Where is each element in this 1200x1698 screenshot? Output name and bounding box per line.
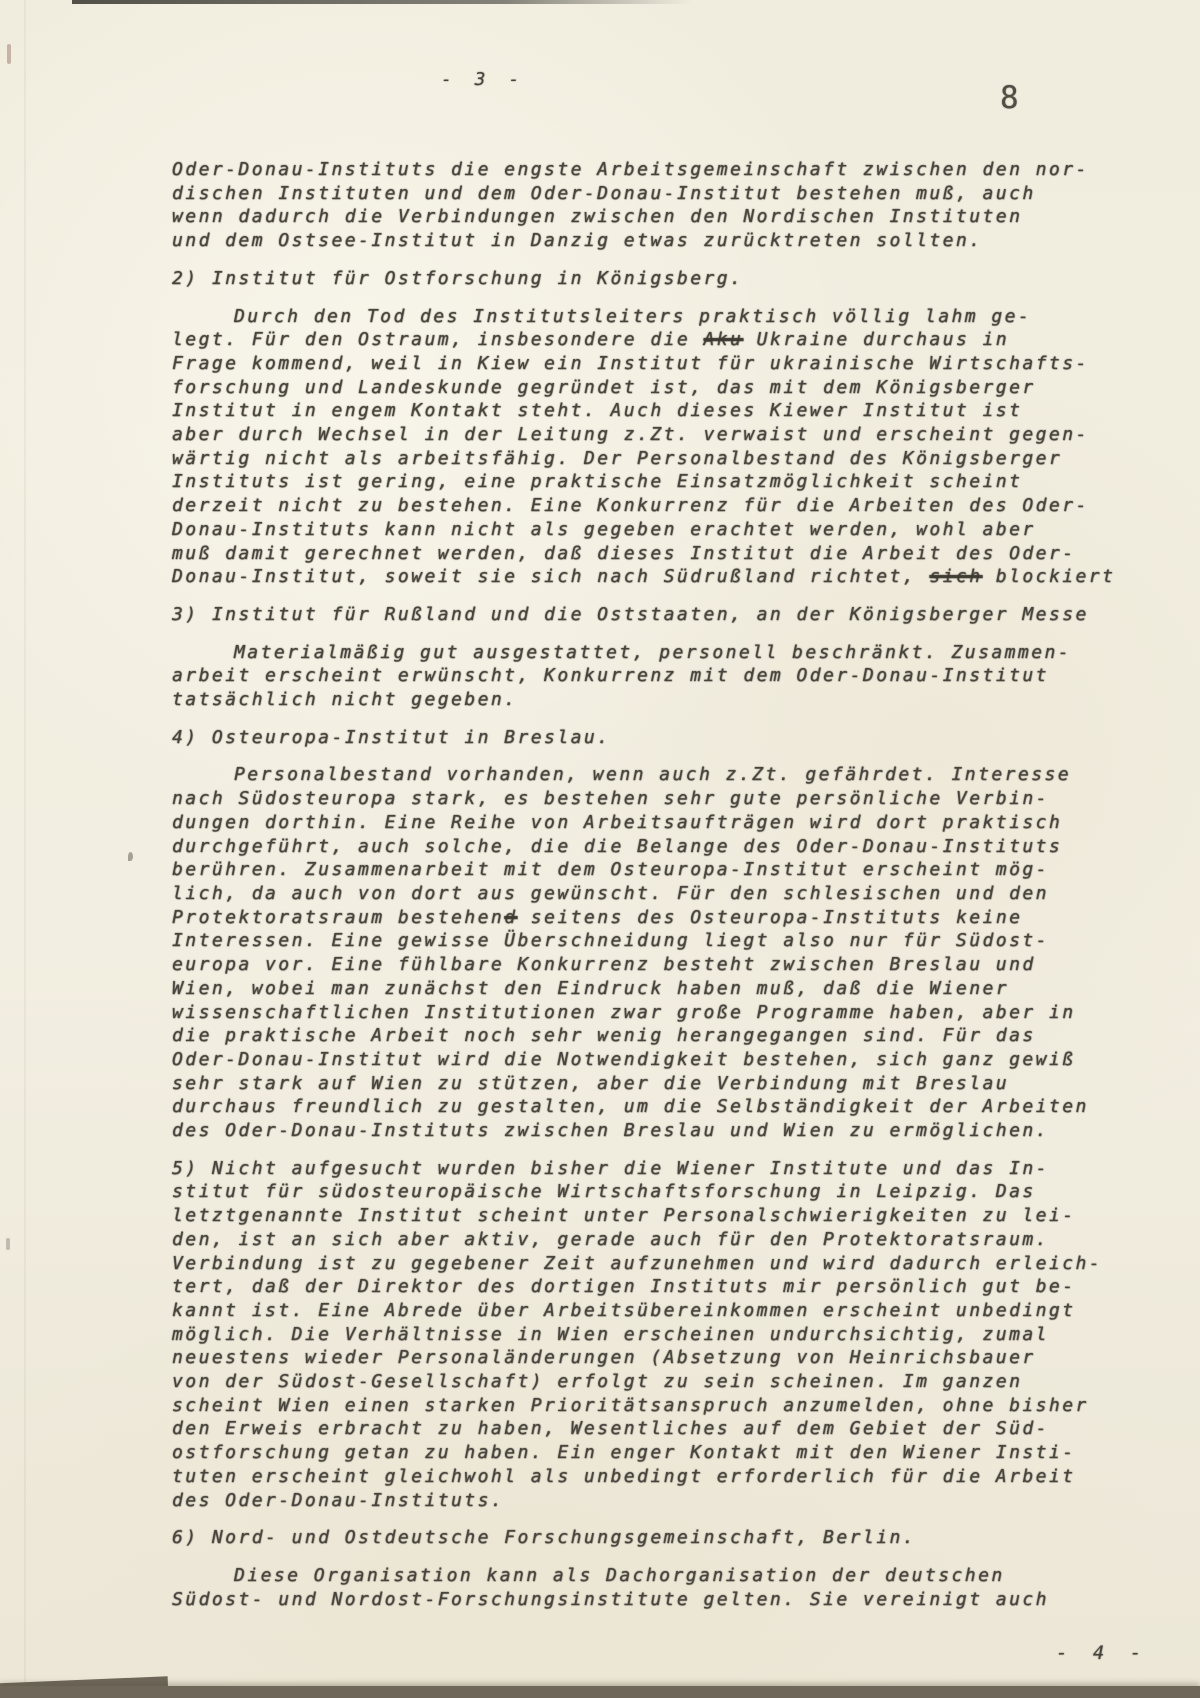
text-line: derzeit nicht zu bestehen. Eine Konkurrenz für die Arbeiten des Oder-: [172, 495, 1089, 517]
text-line: durchgeführt, auch solche, die die Belange des Oder-Donau-Instituts: [172, 835, 1063, 857]
text-line: wärtig nicht als arbeitsfähig. Der Personalbestand des Königsberger: [172, 447, 1063, 469]
text-line: letztgenannte Institut scheint unter Personalschwierigkeiten zu lei-: [172, 1205, 1076, 1227]
text-line: Frage kommend, weil in Kiew ein Institut für ukrainische Wirtschafts-: [172, 352, 1089, 374]
text-line: Institut in engem Kontakt steht. Auch dieses Kiewer Institut ist: [172, 400, 1023, 422]
paragraph: [172, 1157, 1200, 1513]
section-heading: [172, 726, 1200, 750]
text-line: scheint Wien einen starken Prioritätsanspruch anzumelden, ohne bisher: [172, 1394, 1089, 1416]
text-line: ostforschung getan zu haben. Ein enger Kontakt mit den Wiener Insti-: [172, 1442, 1076, 1464]
text-line: wenn dadurch die Verbindungen zwischen den Nordischen Instituten: [172, 206, 1023, 228]
text-line: stitut für südosteuropäische Wirtschaftsforschung in Leipzig. Das: [172, 1181, 1036, 1203]
scan-artifact-speck: [6, 1238, 10, 1250]
text-line: 5) Nicht aufgesucht wurden bisher die Wiener Institute und das In-: [172, 1157, 1049, 1179]
text-line: Wien, wobei man zunächst den Eindruck haben muß, daß die Wiener: [172, 977, 1010, 999]
page-footer-number: - 4 -: [1056, 1642, 1149, 1664]
text-line: 4) Osteuropa-Institut in Breslau.: [172, 726, 611, 748]
paragraph: [172, 641, 1200, 712]
stamped-page-number: 8: [1000, 80, 1019, 116]
text-line: berühren. Zusammenarbeit mit dem Osteuropa-Institut erscheint mög-: [172, 859, 1049, 881]
paragraph: [172, 305, 1200, 589]
text-line: 6) Nord- und Ostdeutsche Forschungsgemeinschaft, Berlin.: [172, 1527, 917, 1549]
text-line: von der Südost-Gesellschaft) erfolgt zu sein scheinen. Im ganzen: [172, 1371, 1023, 1393]
page-header-number: - 3 -: [441, 69, 526, 90]
paragraph: [172, 1564, 1200, 1611]
text-line: tatsächlich nicht gegeben.: [172, 689, 518, 711]
text-line: nach Südosteuropa stark, es bestehen sehr gute persönliche Verbin-: [172, 788, 1049, 810]
text-line: Verbindung ist zu gegebener Zeit aufzunehmen und wird dadurch erleich-: [172, 1252, 1103, 1274]
document-body: [172, 158, 1200, 1625]
text-line: Interessen. Eine gewisse Überschneidung liegt also nur für Südost-: [172, 930, 1049, 952]
text-line: lich, da auch von dort aus gewünscht. Für den schlesischen und den: [172, 882, 1049, 904]
text-line: dungen dorthin. Eine Reihe von Arbeitsaufträgen wird dort praktisch: [172, 811, 1063, 833]
text-line: kannt ist. Eine Abrede über Arbeitsübereinkommen erscheint unbedingt: [172, 1299, 1076, 1321]
text-line: den Erweis erbracht zu haben, Wesentliches auf dem Gebiet der Süd-: [172, 1418, 1049, 1440]
text-line: 2) Institut für Ostforschung in Königsberg.: [172, 267, 744, 289]
text-line: sehr stark auf Wien zu stützen, aber die Verbindung mit Breslau: [172, 1072, 1010, 1094]
text-line: und dem Ostsee-Institut in Danzig etwas zurücktreten sollten.: [172, 230, 983, 252]
paragraph: [172, 158, 1200, 253]
section-heading: [172, 1526, 1200, 1550]
text-line: Oder-Donau-Institut wird die Notwendigkeit bestehen, sich ganz gewiß: [172, 1048, 1076, 1070]
strikethrough-text: Aku: [703, 329, 744, 351]
paragraph: [172, 763, 1200, 1142]
text-line: des Oder-Donau-Instituts zwischen Breslau und Wien zu ermöglichen.: [172, 1120, 1049, 1142]
text-line: Protektoratsraum bestehend seitens des Osteuropa-Instituts keine: [172, 906, 1023, 928]
scan-artifact-speck: [7, 44, 11, 64]
text-line: europa vor. Eine fühlbare Konkurrenz besteht zwischen Breslau und: [172, 954, 1036, 976]
scan-artifact-speck: [128, 852, 133, 861]
text-line: des Oder-Donau-Instituts.: [172, 1489, 505, 1511]
text-line: Südost- und Nordost-Forschungsinstitute gelten. Sie vereinigt auch: [172, 1588, 1049, 1610]
text-line: neuestens wieder Personaländerungen (Absetzung von Heinrichsbauer: [172, 1347, 1036, 1369]
text-line: aber durch Wechsel in der Leitung z.Zt. verwaist und erscheint gegen-: [172, 424, 1089, 446]
text-line: legt. Für den Ostraum, insbesondere die Aku Ukraine durchaus in: [172, 329, 1010, 351]
text-line: Donau-Institut, soweit sie sich nach Südrußland richtet, sich blockiert: [172, 566, 1116, 588]
text-line: durchaus freundlich zu gestalten, um die Selbständigkeit der Arbeiten: [172, 1096, 1089, 1118]
text-line: Instituts ist gering, eine praktische Einsatzmöglichkeit scheint: [172, 471, 1023, 493]
text-line: muß damit gerechnet werden, daß dieses Institut die Arbeit des Oder-: [172, 542, 1076, 564]
text-line: Diese Organisation kann als Dachorganisation der deutschen: [234, 1564, 1005, 1586]
strikethrough-text: sich: [929, 566, 983, 588]
strikethrough-text: d: [504, 906, 518, 928]
scan-artifact-top-edge: [72, 0, 692, 4]
scan-background-strip: [0, 1686, 1200, 1698]
section-heading: [172, 603, 1200, 627]
section-heading: [172, 267, 1200, 291]
text-line: wissenschaftlichen Institutionen zwar große Programme haben, aber in: [172, 1001, 1076, 1023]
text-line: den, ist an sich aber aktiv, gerade auch für den Protektoratsraum.: [172, 1228, 1049, 1250]
text-line: möglich. Die Verhältnisse in Wien erscheinen undurchsichtig, zumal: [172, 1323, 1049, 1345]
text-line: Personalbestand vorhanden, wenn auch z.Zt. gefährdet. Interesse: [234, 764, 1072, 786]
text-line: Donau-Instituts kann nicht als gegeben erachtet werden, wohl aber: [172, 518, 1036, 540]
text-line: die praktische Arbeit noch sehr wenig herangegangen sind. Für das: [172, 1025, 1036, 1047]
text-line: dischen Instituten und dem Oder-Donau-Institut bestehen muß, auch: [172, 182, 1036, 204]
text-line: Durch den Tod des Institutsleiters praktisch völlig lahm ge-: [234, 305, 1032, 327]
text-line: forschung und Landeskunde gegründet ist, das mit dem Königsberger: [172, 376, 1036, 398]
text-line: 3) Institut für Rußland und die Oststaaten, an der Königsberger Messe: [172, 603, 1089, 625]
text-line: arbeit erscheint erwünscht, Konkurrenz mit dem Oder-Donau-Institut: [172, 665, 1049, 687]
text-line: tuten erscheint gleichwohl als unbedingt erforderlich für die Arbeit: [172, 1465, 1076, 1487]
text-line: Oder-Donau-Instituts die engste Arbeitsgemeinschaft zwischen den nor-: [172, 159, 1089, 180]
text-line: tert, daß der Direktor des dortigen Instituts mir persönlich gut be-: [172, 1276, 1076, 1298]
text-line: Materialmäßig gut ausgestattet, personell beschränkt. Zusammen-: [234, 641, 1072, 663]
